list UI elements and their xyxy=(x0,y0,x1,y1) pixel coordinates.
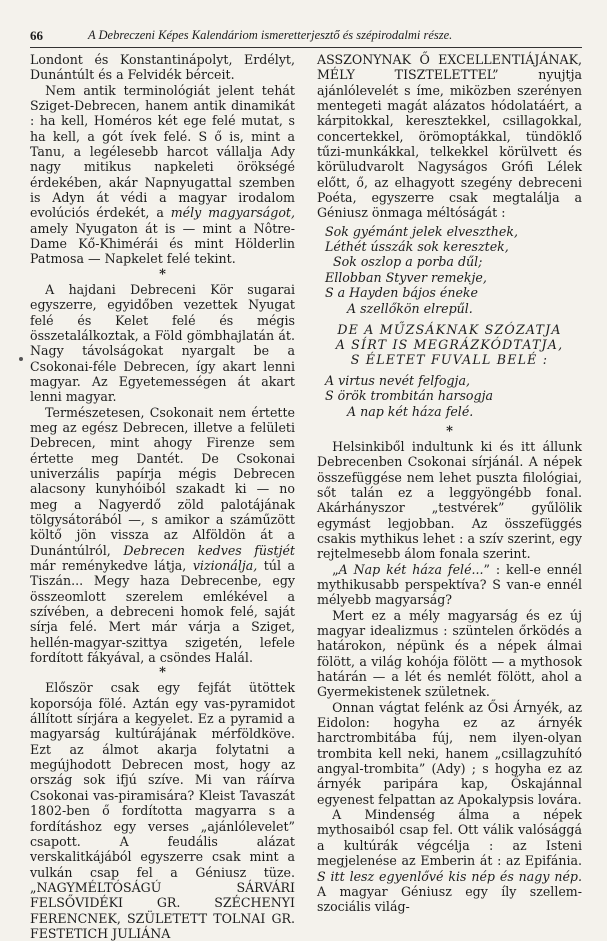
motto-line: DE A MŰZSÁKNAK SZÓZATJA xyxy=(337,321,562,337)
paragraph: Helsinkiből indultunk ki és itt állunk Debrecenben Csokonai sírjánál. A népek összefüggése nem lehet puszta filológiai, sőt talán ez a leggyöngébb fonal. Akárhányszor „testvérek” gyűlölik egymást legjobban. Az összefüggés csakis mythikus lehet : a szív szerint, egy rejtelmesebb álom fonala szerint. xyxy=(317,438,582,562)
poem-stanza xyxy=(317,373,582,419)
page-number: 66 xyxy=(30,28,43,43)
poem-line: Sok gyémánt jelek elveszthek, xyxy=(325,223,518,239)
section-star: * xyxy=(159,266,166,282)
paragraph: „A Nap két háza felé...” : kell-e ennél mythikusabb perspektíva? S van-e ennél mélyebb magyarság? xyxy=(317,561,582,608)
motto-line: A SÍRT IS MEGRÁZKÓDTATJA, xyxy=(335,336,564,352)
paragraph: Először csak egy fejfát ütöttek koporsója fölé. Aztán egy vas-pyramidot állított sírjára a kegyelet. Ez a pyramid a magyarság kultúrájának mérföldköve. Ezt az álmot akarja folytatni a megújhodott Debrecen most, hogy az ország sok ifjú szíve. Mi van ráírva Csokonai vas-piramisára? Kleist Tavaszát 1802-ben ő fordította magyarra s a fordításhoz egy verses „ajánlólevelet” csapott. A feudális alázat verskalitkájából egyszerre csak mint a vulkán csap fel a Géniusz tüze. „NAGYMÉLTÓSÁGÚ SÁRVÁRI FELSŐVIDÉKI GR. SZÉCHENYI FERENCNEK, SZÜLETETT TOLNAI GR. FESTETICH JULIÁNA xyxy=(30,680,295,941)
paragraph: Természetesen, Csokonait nem értette meg az egész Debrecen, illetve a felületi Debrecen, mint ahogy Firenze sem értette meg Dantét. De Csokonai univerzális papírja mégis Debrecen alacsony kunyhóiból szakadt ki — no meg a Nagyerdő zöld palotájának tölgysátorából —, s amikor a száműzött költő jön vissza az Alföldön át a Dunántúlról, Debrecen kedves füstjét már reménykedve látja, vizionálja, túl a Tiszán... Megy haza Debrecenbe, egy összeomlott szerelem emlékével a szívében, a debreceni homok felé, saját sírja felé. Mert már várja a Sziget, hellén-magyar-szittya szigetén, lefele fordított fákyával, a csöndes Halál. xyxy=(30,404,295,666)
poem-line: S a Hayden bájos éneke xyxy=(325,285,479,301)
poem-line: A szellőkön elrepűl. xyxy=(347,300,473,316)
poem-line: A virtus nevét felfogja, xyxy=(325,372,470,388)
right-column xyxy=(317,52,582,915)
running-title: A Debreczeni Képes Kalendáriom ismeretterjesztő és szépirodalmi része. xyxy=(88,28,453,42)
poem-line: Ellobban Styver remekje, xyxy=(325,269,487,285)
paragraph: Onnan vágtat felénk az Ősi Árnyék, az Eidolon: hogyha ez az árnyék harctrombitába fúj, nem ilyen-olyan trombita kell neki, hanem „csillagzuhító angyal-trombita” (Ady) ; s hogyha ez az árnyék paripára kap, Őskajánnal egyenest felpattan az Apokalypsis lovára. xyxy=(317,699,582,807)
paragraph: A hajdani Debreceni Kör sugarai egyszerre, egyidőben vezettek Nyugat felé és Kelet felé és mégis összetalálkoztak, a Föld gömbhajlatán át. Nagy távolságokat nyargalt be a Csokonai-féle Debrecen, így akart lenni magyar. Az Egyetemességen át akart lenni magyar. xyxy=(30,281,295,405)
section-star: * xyxy=(159,665,166,681)
poem-line: Léthét ússzák sok keresztek, xyxy=(325,239,509,255)
paragraph: ASSZONYNAK Ő EXCELLENTIÁJÁNAK, MÉLY TISZTELETTEL” nyujtja ajánlólevelét s íme, miközben szerényen mentegeti magát alázatos hódolatáért, a kárpitokkal, keresztekkel, csillagokkal, concertekkel, örömoptákkal, tündöklő tűzi-munkákkal, telkekkel körülvett és körüludvarolt Nagyságos Grófi Lélek előtt, ő, az elhagyott szegény debreceni Poéta, egyszerre csak megtalálja a Géniusz önmaga méltóságát : xyxy=(317,52,582,221)
paragraph: Londont és Konstantinápolyt, Erdélyt, Dunántúlt és a Felvidék bérceit. xyxy=(30,52,295,83)
poem-line: S örök trombitán harsogja xyxy=(325,388,493,404)
margin-speck xyxy=(19,357,23,361)
paragraph: A Mindenség álma a népek mythosaiból csap fel. Ott válik valósággá a kultúrák végcélja : az Isteni megjelenése az Emberin át : az Epifánia. S itt lesz egyenlővé kis nép és nagy nép. A magyar Géniusz egy íly szellem-szociális világ- xyxy=(317,807,582,915)
poem-stanza xyxy=(317,224,582,316)
poem-line: Sok oszlop a porba dűl; xyxy=(333,254,483,270)
motto-line: S ÉLETET FUVALL BELÉ : xyxy=(350,351,549,367)
poem-line: A nap két háza felé. xyxy=(347,403,474,419)
paragraph: Mert ez a mély magyarság és ez új magyar idealizmus : szüntelen őrködés a határokon, népünk és a népek álmai fölött, a világ kohója fölött — a mythosok határán — a lét és nemlét fölött, ahol a Gyermekistenek születnek. xyxy=(317,607,582,700)
section-star: * xyxy=(446,423,453,439)
header-rule xyxy=(30,47,582,48)
paragraph: Nem antik terminológiát jelent tehát Sziget-Debrecen, hanem antik dinamikát : ha kell, Homéros két ege felé mutat, s ha kell, a gót ívek felé. S ő is, mint a Tanu, a legélesebb harcot vállalja Ady nagy mitikus napkeleti örökségé érdekében, akár Napnyugattal szemben is Adyn át védi a magyar irodalom evolúciós érdekét, a mély magyarságot, amely Nyugaton át is — mint a Nôtre-Dame Kő-Khimérái és mint Hölderlin Patmosa — Napkelet felé tekint. xyxy=(30,82,295,267)
motto-block xyxy=(317,322,582,367)
left-column xyxy=(30,52,295,941)
page-header xyxy=(30,28,582,46)
